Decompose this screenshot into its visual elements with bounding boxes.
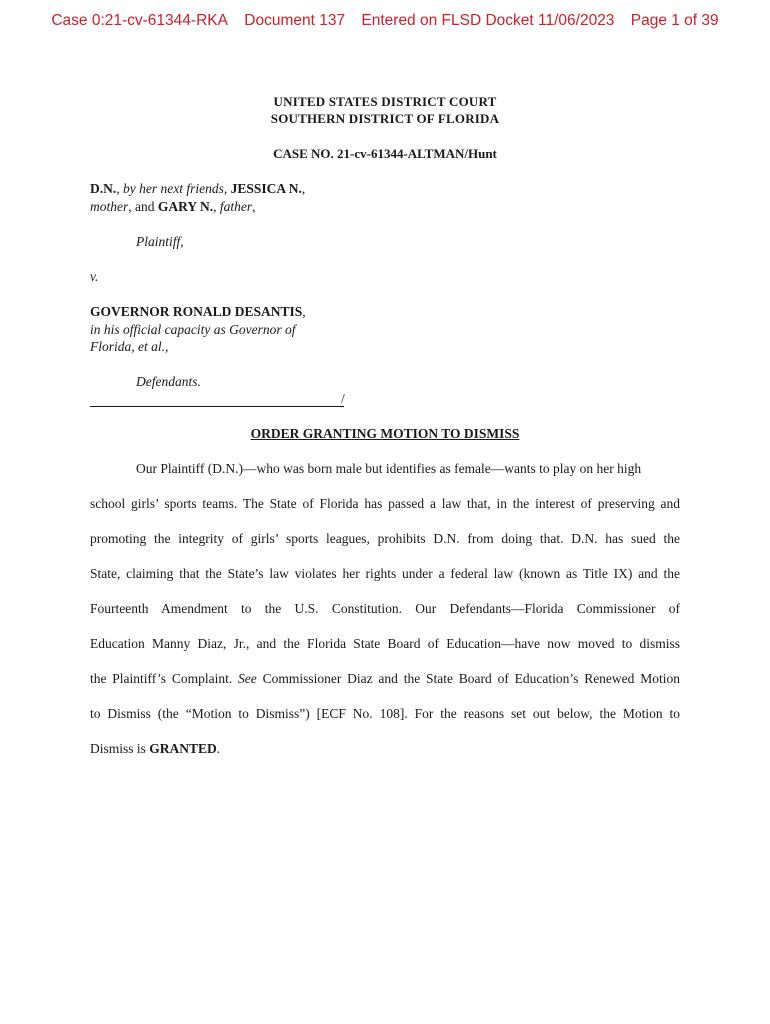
body-line-2: school girls’ sports teams. The State of Florida has passed a law that, in the interest of preserving and bbox=[90, 496, 680, 511]
capacity-et-al: et al. bbox=[138, 339, 166, 354]
docket-header bbox=[0, 12, 770, 30]
case-number: CASE NO. 21-cv-61344-ALTMAN/Hunt bbox=[273, 146, 497, 161]
caption-separator: , bbox=[213, 199, 220, 214]
caption-plaintiff-line1 bbox=[90, 181, 305, 197]
order-title: ORDER GRANTING MOTION TO DISMISS bbox=[250, 426, 520, 441]
body-text: . bbox=[216, 741, 221, 756]
body-text: Our Plaintiff (D.N.)—who was born male but identifies as female—wants to play on her high bbox=[136, 461, 642, 476]
body-text: the Plaintiff’s Complaint. bbox=[90, 671, 239, 686]
court-name-line2: SOUTHERN DISTRICT OF FLORIDA bbox=[270, 111, 500, 126]
header-page-number: Page 1 of 39 bbox=[630, 12, 719, 29]
body-line-6: Education Manny Diaz, Jr., and the Florida State Board of Education—have now moved to dismiss bbox=[90, 636, 680, 651]
citation-signal: See bbox=[238, 671, 257, 686]
header-document-number: Document 137 bbox=[244, 12, 346, 29]
header-case-number: Case 0:21-cv-61344-RKA bbox=[51, 12, 228, 29]
granted-text: GRANTED bbox=[149, 741, 217, 756]
body-line-7 bbox=[90, 671, 680, 687]
body-line-5: Fourteenth Amendment to the U.S. Constitution. Our Defendants—Florida Commissioner of bbox=[90, 601, 680, 616]
next-friends-text: by her next friends bbox=[123, 181, 224, 196]
body-line-3: promoting the integrity of girls’ sports leagues, prohibits D.N. from doing that. D.N. has sued the bbox=[90, 531, 680, 546]
caption-plaintiff-line2 bbox=[90, 199, 256, 215]
court-name-line1: UNITED STATES DISTRICT COURT bbox=[273, 94, 497, 109]
caption-separator: , bbox=[252, 199, 256, 214]
caption-rule bbox=[90, 406, 344, 407]
caption-slash: / bbox=[341, 391, 345, 406]
caption-separator: , bbox=[223, 181, 231, 196]
body-line-9 bbox=[90, 741, 680, 757]
body-line-1 bbox=[90, 461, 680, 477]
mother-name: JESSICA N. bbox=[230, 181, 302, 196]
body-line-4: State, claiming that the State’s law violates her rights under a federal law (known as Title IX) and the bbox=[90, 566, 680, 581]
plaintiff-role: Plaintiff, bbox=[136, 234, 184, 249]
caption-separator: , bbox=[131, 339, 139, 354]
caption-separator: , bbox=[301, 181, 306, 196]
plaintiff-name: D.N. bbox=[90, 181, 117, 196]
caption-separator: , bbox=[116, 181, 123, 196]
body-text: Dismiss is bbox=[90, 741, 150, 756]
defendant-role: Defendants. bbox=[136, 374, 201, 389]
mother-label: mother bbox=[90, 199, 129, 214]
defendant-name: GOVERNOR RONALD DESANTIS bbox=[90, 304, 303, 319]
body-line-8: to Dismiss (the “Motion to Dismiss”) [ECF No. 108]. For the reasons set out below, the Motion to bbox=[90, 706, 680, 721]
capacity-state: Florida bbox=[90, 339, 132, 354]
caption-and: , and bbox=[128, 199, 158, 214]
defendant-capacity-line2 bbox=[90, 339, 168, 355]
caption-separator: , bbox=[302, 304, 306, 319]
father-label: father bbox=[219, 199, 253, 214]
header-entered-date: Entered on FLSD Docket 11/06/2023 bbox=[361, 12, 615, 29]
versus: v. bbox=[90, 269, 99, 284]
body-text: Commissioner Diaz and the State Board of Education’s Renewed Motion bbox=[256, 671, 680, 686]
father-name: GARY N. bbox=[157, 199, 214, 214]
caption-separator: , bbox=[165, 339, 169, 354]
defendant-capacity-line1: in his official capacity as Governor of bbox=[90, 322, 296, 337]
caption-defendant-line1 bbox=[90, 304, 306, 320]
